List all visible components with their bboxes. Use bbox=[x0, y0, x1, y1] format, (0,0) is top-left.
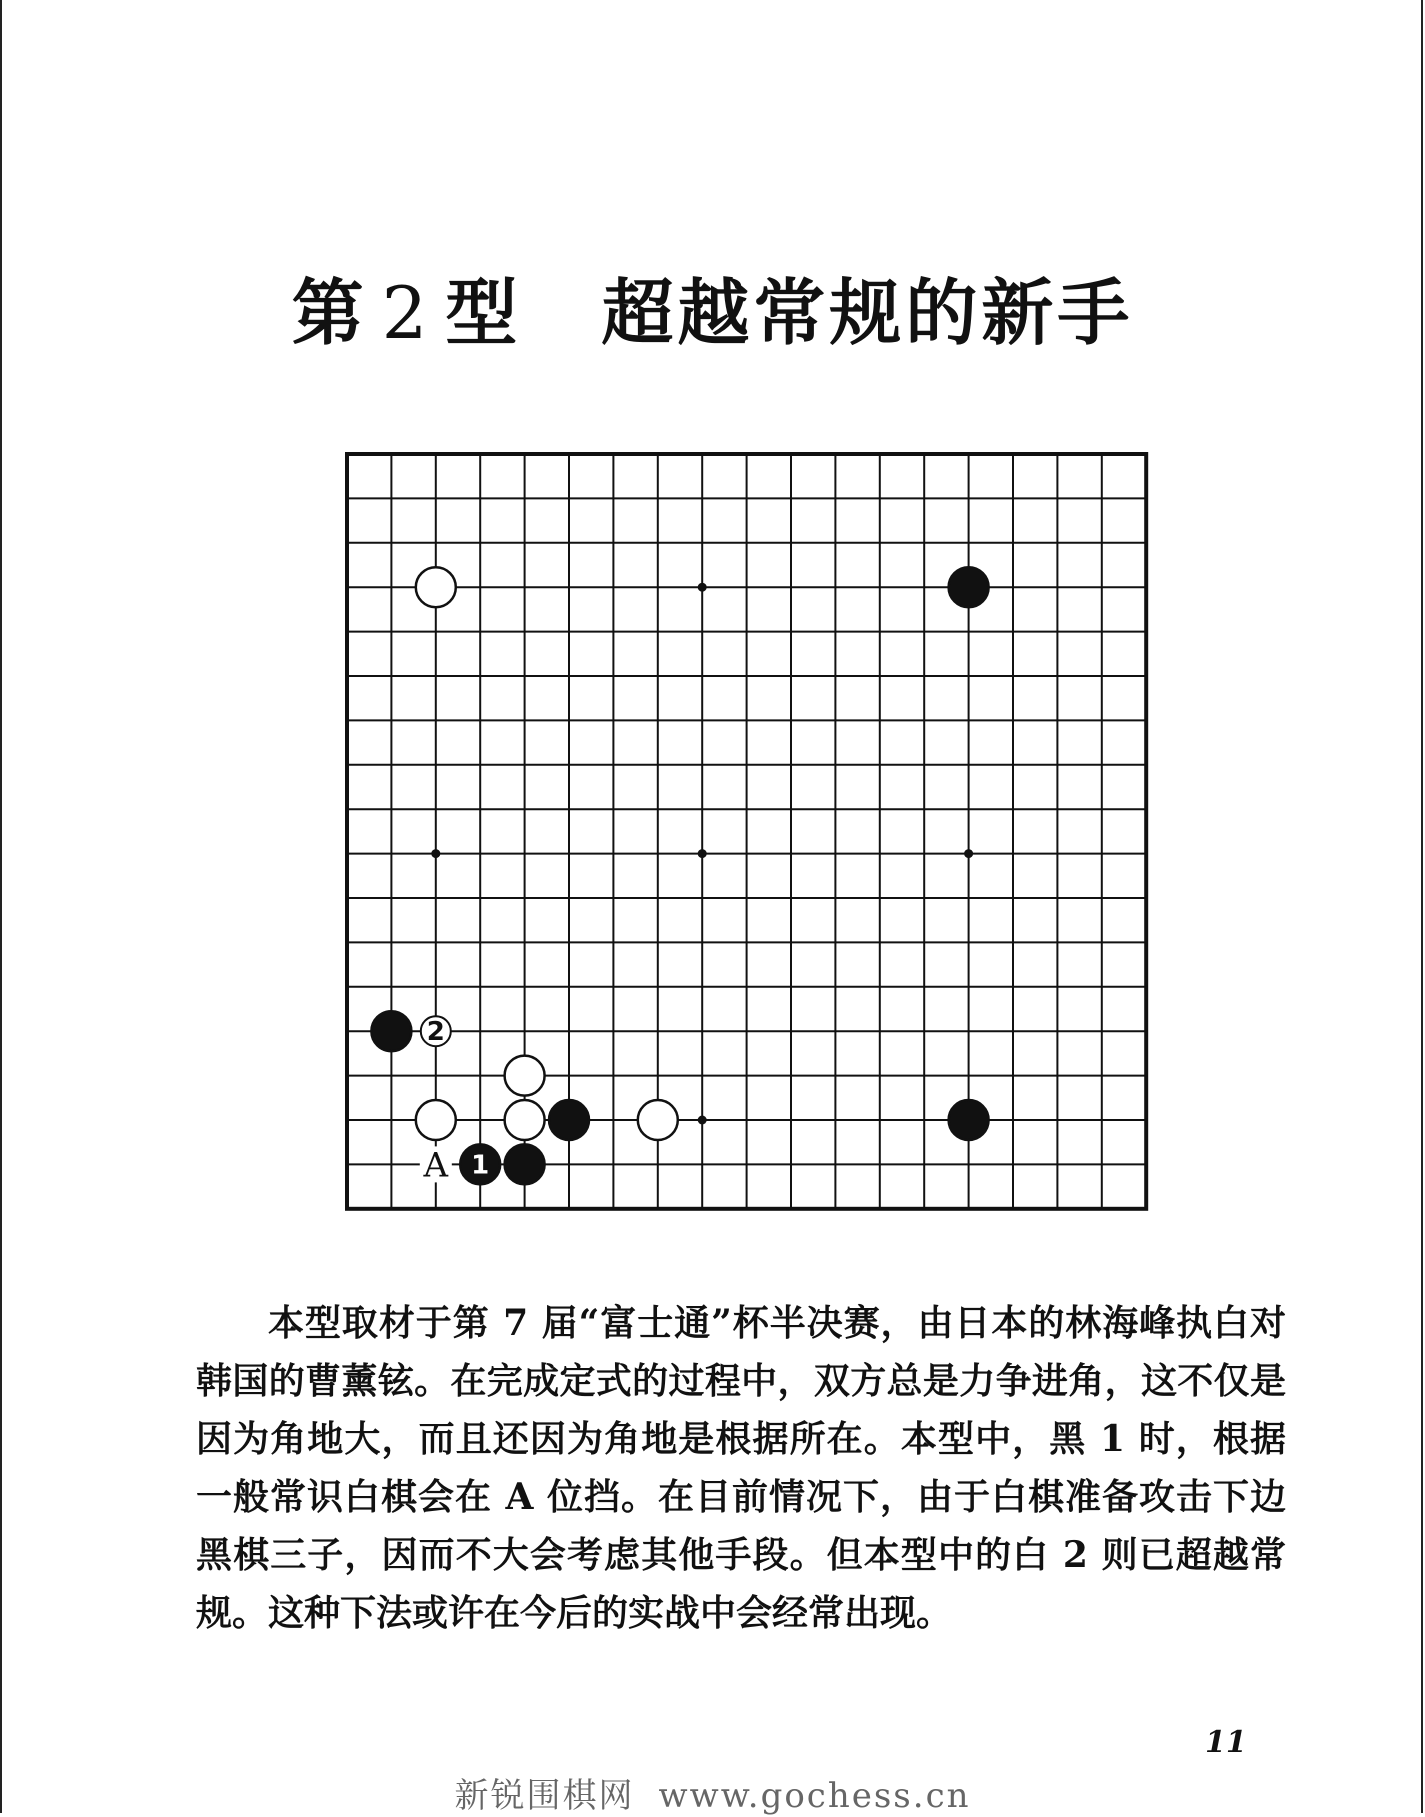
watermark-url: www.gochess.cn bbox=[658, 1776, 971, 1816]
hoshi-point bbox=[431, 849, 440, 858]
hoshi-point bbox=[698, 1116, 707, 1125]
body-text bbox=[196, 1294, 1286, 1642]
black-stone bbox=[549, 1100, 589, 1140]
hoshi-point bbox=[698, 849, 707, 858]
hoshi-point bbox=[964, 849, 973, 858]
black-stone bbox=[371, 1011, 411, 1051]
white-stone bbox=[505, 1056, 545, 1096]
chapter-title-text: 超越常规的新手 bbox=[601, 271, 1134, 355]
black-stone bbox=[505, 1144, 545, 1184]
chapter-number: 2 bbox=[381, 271, 432, 355]
white-stone bbox=[416, 1100, 456, 1140]
hoshi-point bbox=[698, 583, 707, 592]
black-stone bbox=[949, 567, 989, 607]
white-stone bbox=[416, 567, 456, 607]
stone-move-number: 2 bbox=[426, 1017, 445, 1048]
stone-move-number: 1 bbox=[471, 1150, 490, 1181]
black-stone bbox=[949, 1100, 989, 1140]
watermark-site-name: 新锐围棋网 bbox=[454, 1776, 635, 1816]
position-marker-a: A bbox=[423, 1145, 449, 1186]
chapter-type-label: 型 bbox=[445, 271, 522, 355]
white-stone bbox=[638, 1100, 678, 1140]
page-number: 11 bbox=[1205, 1725, 1247, 1760]
chapter-prefix: 第 bbox=[291, 271, 368, 355]
watermark bbox=[0, 1768, 1425, 1817]
white-stone bbox=[505, 1100, 545, 1140]
body-paragraph: 本型取材于第 7 届“富士通”杯半决赛，由日本的林海峰执白对韩国的曹薰铉。在完成定式的过程中，双方总是力争进角，这不仅是因为角地大，而且还因为角地是根据所在。本型中，黑 1 时，根据一般常识白棋会在 A 位挡。在目前情况下，由于白棋准备攻击下边黑棋三子，因而不大会考虑其他手段。但本型中的白 2 则已超越常规。这种下法或许在今后的实战中会经常出现。 bbox=[196, 1302, 1286, 1634]
